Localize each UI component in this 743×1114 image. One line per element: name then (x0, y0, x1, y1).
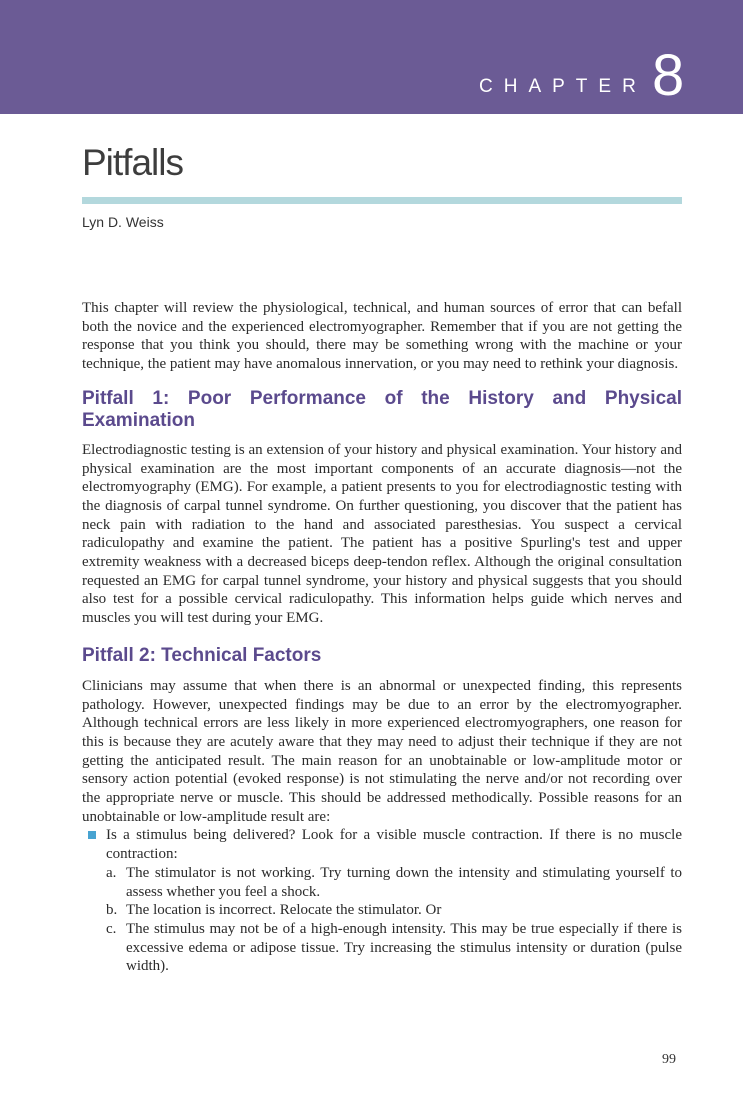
sub-item-text: The stimulator is not working. Try turning down the intensity and stimulating yourself to assess whether you feel a shock. (126, 864, 682, 900)
bullet-list (82, 826, 682, 976)
sub-item-letter: a. (106, 864, 117, 881)
sub-list (106, 864, 682, 976)
sub-item (106, 864, 682, 901)
author-name: Lyn D. Weiss (82, 214, 164, 230)
sub-item-text: The location is incorrect. Relocate the stimulator. Or (126, 902, 442, 919)
sub-item-letter: c. (106, 920, 117, 937)
section-heading: Pitfall 2: Technical Factors (82, 644, 322, 666)
chapter-number: 8 (652, 43, 685, 108)
section-heading: Pitfall 1: Poor Performance of the History and Physical Examination (82, 387, 682, 431)
sub-item-text: The stimulus may not be of a high-enough intensity. This may be true especially if there is excessive edema or adipose tissue. Try increasing the stimulus intensity or duration (pulse width). (126, 920, 682, 975)
bullet-item (106, 826, 682, 976)
bullet-text: Is a stimulus being delivered? Look for a visible muscle contraction. If there is no muscle contraction: (106, 827, 682, 863)
chapter-title: Pitfalls (82, 142, 183, 183)
sub-item (106, 901, 682, 920)
section-paragraph: Electrodiagnostic testing is an extension of your history and physical examination. Your history and physical examination are the most important components of an accurate diagnosis—not the electromyography (EMG). For example, a patient presents to you for electrodiagnostic testing with the diagnosis of carpal tunnel syndrome. On further questioning, you discover that the patient has neck pain with radiation to the hand and associated paresthesias. You suspect a cervical radiculopathy and examine the patient. The patient has a positive Spurling's test and upper extremity weakness with a decreased biceps deep-tendon reflex. Although the original consultation requested an EMG for carpal tunnel syndrome, your history and physical suggests that you should also test for a possible cervical radiculopathy. This information helps guide which nerves and muscles you will test during your EMG. (82, 441, 682, 627)
sub-item-letter: b. (106, 902, 118, 919)
chapter-banner (0, 0, 743, 114)
square-bullet-icon (88, 831, 96, 839)
intro-paragraph: This chapter will review the physiological, technical, and human sources of error that can befall both the novice and the experienced electromyographer. Remember that if you are not getting the response that you think you should, there may be something wrong with the machine or your technique, the patient may have anomalous innervation, or you may need to rethink your diagnosis. (82, 300, 682, 373)
title-rule (82, 197, 682, 204)
chapter-body (82, 299, 682, 976)
chapter-label: CHAPTER (479, 76, 647, 97)
sub-item (106, 920, 682, 976)
page-number: 99 (662, 1052, 676, 1067)
section-paragraph: Clinicians may assume that when there is an abnormal or unexpected finding, this represents pathology. However, unexpected findings may be due to an error by the electromyographer. Although technical errors are less likely in more experienced electromyographers, one reason for this is because they are acutely aware that they may need to adjust their technique if they are not getting the anticipated result. The main reason for an unobtainable or low-amplitude motor or sensory action potential (evoked response) is not stimulating the nerve and/or not recording over the appropriate nerve or muscle. This should be addressed methodically. Possible reasons for an unobtainable or low-amplitude result are: (82, 677, 682, 825)
